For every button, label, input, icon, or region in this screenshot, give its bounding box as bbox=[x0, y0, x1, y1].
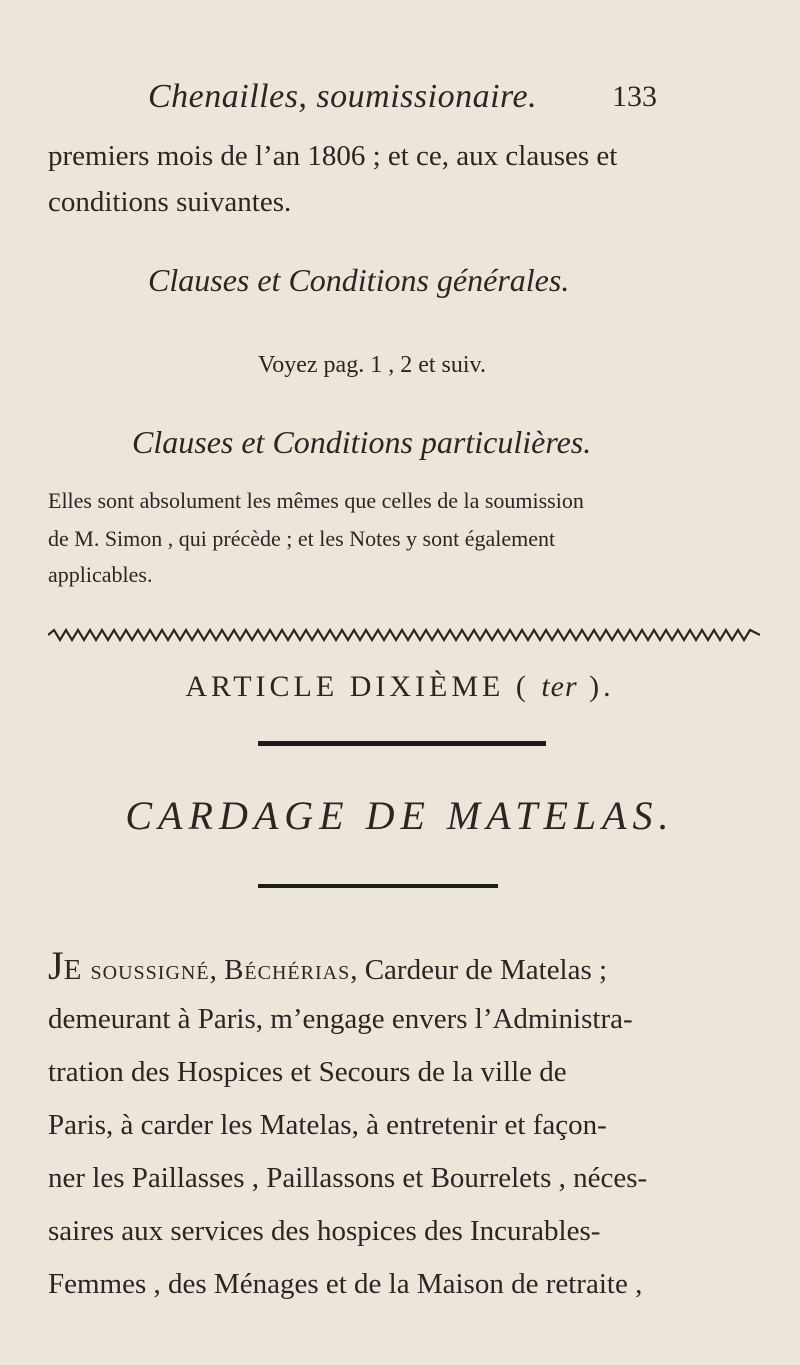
ornamental-divider bbox=[48, 628, 760, 642]
particular-text-line-2: de M. Simon , qui précède ; et les Notes y sont également bbox=[48, 526, 556, 551]
body-first-word: E soussigné bbox=[63, 954, 210, 986]
running-title: Chenailles, soumissionaire. bbox=[148, 78, 538, 115]
body-line-5: ner les Paillasses , Paillassons et Bourrelets , néces- bbox=[48, 1162, 648, 1194]
particular-text-line-3: applicables. bbox=[48, 562, 153, 587]
particular-text-line-1: Elles sont absolument les mêmes que celles de la soumission bbox=[48, 488, 584, 513]
body-line-7: Femmes , des Ménages et de la Maison de retraite , bbox=[48, 1268, 643, 1300]
body-line-1-rest: , Cardeur de Matelas ; bbox=[350, 954, 608, 986]
body-name: Béchérias bbox=[224, 954, 351, 986]
particular-clauses-heading: Clauses et Conditions particulières. bbox=[132, 424, 592, 460]
intro-line-2: conditions suivantes. bbox=[48, 186, 292, 218]
body-line-1: JE soussigné, Béchérias, Cardeur de Matelas ; bbox=[48, 943, 608, 988]
section-title: CARDAGE DE MATELAS. bbox=[125, 793, 675, 838]
body-line-4: Paris, à carder les Matelas, à entretenir et façon- bbox=[48, 1109, 607, 1141]
intro-line-1: premiers mois de l’an 1806 ; et ce, aux clauses et bbox=[48, 140, 618, 172]
body-line-3: tration des Hospices et Secours de la ville de bbox=[48, 1056, 567, 1088]
article-close: ). bbox=[589, 670, 615, 703]
drop-cap: J bbox=[48, 943, 64, 988]
body-line-2: demeurant à Paris, m’engage envers l’Administra- bbox=[48, 1003, 633, 1035]
thick-rule-top bbox=[258, 741, 546, 746]
article-label: ARTICLE DIXIÈME ( bbox=[185, 670, 530, 703]
page-number: 133 bbox=[612, 80, 657, 113]
article-suffix: ter bbox=[541, 670, 578, 703]
body-line-6: saires aux services des hospices des Incurables- bbox=[48, 1215, 601, 1247]
general-clauses-reference: Voyez pag. 1 , 2 et suiv. bbox=[258, 352, 486, 378]
general-clauses-heading: Clauses et Conditions générales. bbox=[148, 262, 570, 298]
article-heading bbox=[0, 670, 800, 704]
running-head bbox=[0, 78, 800, 128]
thick-rule-bottom bbox=[258, 884, 498, 888]
